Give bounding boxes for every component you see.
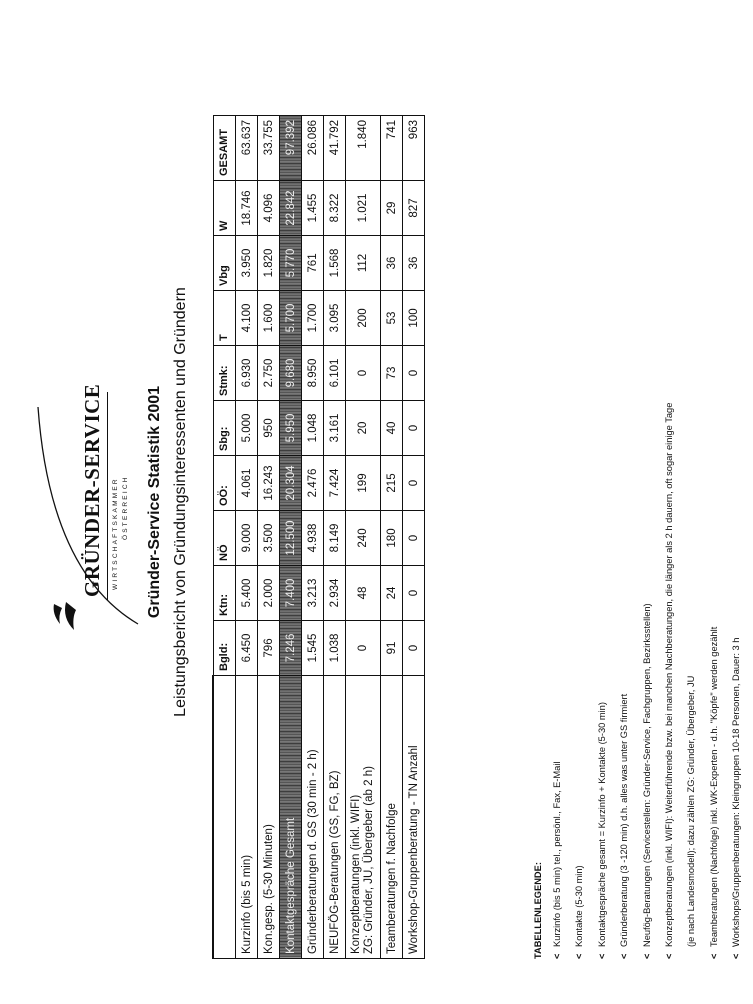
legend-item [596, 403, 618, 959]
column-header: W [213, 181, 236, 236]
table-cell: 1.545 [302, 621, 324, 676]
table-cell: 20.304 [280, 456, 302, 511]
table-cell: 73 [381, 346, 403, 401]
table-cell: 3.095 [324, 291, 346, 346]
table-cell: 16.243 [258, 456, 280, 511]
table-row [346, 116, 381, 959]
table-cell-total: 33.755 [258, 116, 280, 181]
table-cell: 91 [381, 621, 403, 676]
table-cell-total: 741 [381, 116, 403, 181]
legend-item [618, 403, 640, 959]
chevron-left-icon: < [619, 953, 630, 959]
table-cell: 6.930 [236, 346, 258, 401]
table-cell: 5.000 [236, 401, 258, 456]
legend-item-continuation: (je nach Landesmodell); dazu zählen ZG: Gründer, Übergeber, JU [686, 675, 697, 947]
table-cell: 1.455 [302, 181, 324, 236]
legend-item [551, 403, 573, 959]
row-label: Kontaktgespräche Gesamt [280, 676, 302, 959]
table-cell: 0 [346, 346, 381, 401]
table-cell: 3.161 [324, 401, 346, 456]
table-cell-total: 97.392 [280, 116, 302, 181]
row-label: NEUFÖG-Beratungen (GS, FG, BZ) [324, 676, 346, 959]
table-cell-total: 963 [403, 116, 425, 181]
table-cell: 1.021 [346, 181, 381, 236]
table-cell: 5.400 [236, 566, 258, 621]
table-row [324, 116, 346, 959]
table-cell: 2.750 [258, 346, 280, 401]
column-header: Stmk: [213, 346, 236, 401]
table-cell: 8.149 [324, 511, 346, 566]
legend-item-text: Gründerberatung (3 -120 min) d.h. alles was unter GS firmiert [619, 693, 630, 947]
table-cell: 8.950 [302, 346, 324, 401]
logo-name: GRÜNDER-SERVICE [80, 383, 104, 597]
chevron-left-icon: < [663, 953, 674, 959]
table-cell: 7.424 [324, 456, 346, 511]
table-cell: 24 [381, 566, 403, 621]
legend-item [730, 403, 752, 959]
table-cell: 5.770 [280, 236, 302, 291]
table-cell-total: 1.840 [346, 116, 381, 181]
table-row [236, 116, 258, 959]
table-cell: 0 [403, 621, 425, 676]
table-cell: 2.476 [302, 456, 324, 511]
table-cell: 9.000 [236, 511, 258, 566]
column-header: Ktn: [213, 566, 236, 621]
chevron-left-icon: < [574, 953, 585, 959]
table-cell: 6.450 [236, 621, 258, 676]
row-label: Workshop-Gruppenberatung - TN Anzahl [403, 676, 425, 959]
table-cell: 0 [403, 511, 425, 566]
table-row [403, 116, 425, 959]
table-cell: 950 [258, 401, 280, 456]
column-header: GESAMT [213, 116, 236, 181]
document-title: Gründer-Service Statistik 2001 [146, 385, 163, 619]
table-cell-total: 26.086 [302, 116, 324, 181]
table-cell: 1.700 [302, 291, 324, 346]
column-header: Bgld: [213, 621, 236, 676]
row-label: Kon.gesp. (5-30 Minuten) [258, 676, 280, 959]
table-cell: 240 [346, 511, 381, 566]
table-cell: 3.213 [302, 566, 324, 621]
table-cell: 180 [381, 511, 403, 566]
logo-sub-oesterreich: ÖSTERREICH [122, 475, 129, 540]
row-label-line-2: ZG: Gründer, JU, Übergeber (ab 2 h) [363, 766, 375, 954]
legend-item-text: Neufög-Beratungen (Servicestellen: Gründer-Service, Fachgruppen, Bezirksstellen) [641, 603, 652, 947]
table-cell: 2.934 [324, 566, 346, 621]
table-cell: 48 [346, 566, 381, 621]
logo-sub-wirtschaftskammer: WIRTSCHAFTSKAMMER [112, 477, 119, 590]
table-cell: 6.101 [324, 346, 346, 401]
legend-heading: TABELLENLEGENDE: [533, 862, 543, 959]
logo-divider [107, 392, 108, 600]
table-cell: 7.246 [280, 621, 302, 676]
table-cell: 4.061 [236, 456, 258, 511]
column-header: NÖ [213, 511, 236, 566]
legend-item [708, 403, 730, 959]
table-cell: 100 [403, 291, 425, 346]
table-cell: 4.096 [258, 181, 280, 236]
table-cell: 0 [346, 621, 381, 676]
table-cell: 3.950 [236, 236, 258, 291]
statistics-table [212, 115, 425, 959]
legend-item-text: Workshops/Gruppenberatungen: Kleingruppen 10-18 Personen, Dauer: 3 h [731, 637, 742, 947]
table-row-highlighted [280, 116, 302, 959]
table-row [302, 116, 324, 959]
row-label: Gründerberatungen d. GS (30 min - 2 h) [302, 676, 324, 959]
document-subtitle: Leistungsbericht von Gründungsinteressenten und Gründern [172, 287, 189, 717]
column-header: Vbg [213, 236, 236, 291]
table-cell: 36 [381, 236, 403, 291]
chevron-left-icon: < [641, 953, 652, 959]
chevron-left-icon: < [731, 953, 742, 959]
chevron-left-icon: < [708, 953, 719, 959]
column-header: OÖ: [213, 456, 236, 511]
row-label [346, 676, 381, 959]
table-cell: 1.600 [258, 291, 280, 346]
header-corner [213, 676, 236, 959]
table-cell: 0 [403, 566, 425, 621]
chevron-left-icon: < [552, 953, 562, 959]
table-cell: 0 [403, 456, 425, 511]
table-cell: 112 [346, 236, 381, 291]
table-cell: 22.842 [280, 181, 302, 236]
table-cell: 4.100 [236, 291, 258, 346]
table-cell: 0 [403, 401, 425, 456]
table-row [381, 116, 403, 959]
column-header: Sbg: [213, 401, 236, 456]
table-cell: 7.400 [280, 566, 302, 621]
table-cell: 40 [381, 401, 403, 456]
table-cell: 3.500 [258, 511, 280, 566]
table-cell: 20 [346, 401, 381, 456]
table-cell: 9.680 [280, 346, 302, 401]
table-row [258, 116, 280, 959]
table-cell: 5.950 [280, 401, 302, 456]
table-cell: 1.048 [302, 401, 324, 456]
table-cell: 0 [403, 346, 425, 401]
table-cell-total: 63.637 [236, 116, 258, 181]
table-cell: 199 [346, 456, 381, 511]
table-cell: 1.820 [258, 236, 280, 291]
table-cell: 215 [381, 456, 403, 511]
table-cell: 761 [302, 236, 324, 291]
table-cell: 1.038 [324, 621, 346, 676]
table-cell: 8.322 [324, 181, 346, 236]
table-cell: 53 [381, 291, 403, 346]
table-cell: 796 [258, 621, 280, 676]
table-legend [533, 403, 753, 959]
legend-item [663, 403, 685, 959]
table-cell-total: 41.792 [324, 116, 346, 181]
row-label: Kurzinfo (bis 5 min) [236, 676, 258, 959]
table-cell: 12.500 [280, 511, 302, 566]
legend-item-text: Kurzinfo (bis 5 min) tel., persönl., Fax, E-Mail [552, 761, 562, 947]
table-cell: 827 [403, 181, 425, 236]
table-cell: 36 [403, 236, 425, 291]
table-cell: 5.700 [280, 291, 302, 346]
legend-item [641, 403, 663, 959]
legend-item-text: Teamberatungen (Nachfolge) inkl. WK-Experten - d.h. "Köpfe" werden gezählt [708, 626, 719, 947]
table-cell: 200 [346, 291, 381, 346]
table-cell: 2.000 [258, 566, 280, 621]
legend-item-text: Konzeptberatungen (inkl. WIFI): Weiterführende bzw. bei manchen Nachberatungen, die länger als 2 h dauern, oft sogar einige Tage [663, 402, 674, 947]
table-cell: 29 [381, 181, 403, 236]
table-header-row [213, 116, 236, 959]
legend-item-text: Kontakte (5-30 min) [574, 865, 585, 947]
chevron-left-icon: < [596, 953, 607, 959]
table-cell: 18.746 [236, 181, 258, 236]
table-cell: 1.568 [324, 236, 346, 291]
legend-item-text: Kontaktgespräche gesamt = Kurzinfo + Kontakte (5-30 min) [596, 702, 607, 947]
column-header: T [213, 291, 236, 346]
gruender-service-logo [30, 362, 140, 632]
legend-item [573, 403, 595, 959]
table-cell: 4.938 [302, 511, 324, 566]
row-label: Teamberatungen f. Nachfolge [381, 676, 403, 959]
row-label-line-1: Konzeptberatungen (inkl. WIFI) [350, 794, 362, 954]
